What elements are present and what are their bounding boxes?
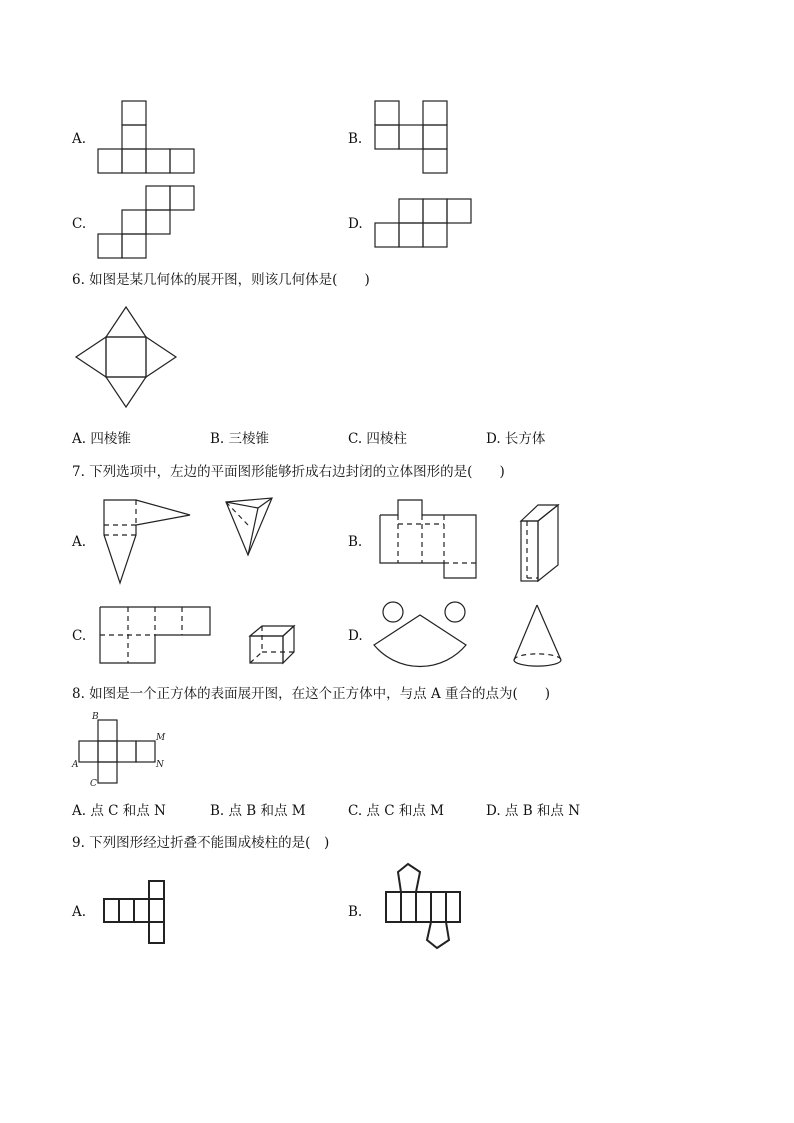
- q5-option-b-label[interactable]: B.: [348, 131, 363, 147]
- q8-point-m: M: [156, 733, 166, 743]
- q5-option-a-label[interactable]: A.: [72, 131, 87, 147]
- q6-option-d[interactable]: D. 长方体: [486, 431, 546, 447]
- q7-option-b-label[interactable]: B.: [348, 534, 363, 550]
- q7-option-a-label[interactable]: A.: [72, 534, 87, 550]
- q8-point-c: C: [90, 779, 97, 789]
- q7-option-c-label[interactable]: C.: [72, 628, 87, 644]
- q5-option-c-label[interactable]: C.: [72, 216, 87, 232]
- q5-option-d-label[interactable]: D.: [348, 216, 363, 232]
- q8-point-a: A: [72, 760, 79, 770]
- q6-stem: 6. 如图是某几何体的展开图，则该几何体是( ): [72, 272, 370, 288]
- q8-point-n: N: [156, 760, 164, 770]
- q8-option-a[interactable]: A. 点 C 和点 N: [72, 803, 166, 819]
- q6-option-b[interactable]: B. 三棱锥: [210, 431, 270, 447]
- q9-option-a-label[interactable]: A.: [72, 904, 87, 920]
- q7-option-d-label[interactable]: D.: [348, 628, 363, 644]
- q8-point-b: B: [92, 712, 99, 722]
- q6-option-a[interactable]: A. 四棱锥: [72, 431, 131, 447]
- q8-option-b[interactable]: B. 点 B 和点 M: [210, 803, 306, 819]
- q6-option-c[interactable]: C. 四棱柱: [348, 431, 407, 447]
- q7-stem: 7. 下列选项中，左边的平面图形能够折成右边封闭的立体图形的是( ): [72, 464, 505, 480]
- q8-option-c[interactable]: C. 点 C 和点 M: [348, 803, 444, 819]
- q9-stem: 9. 下列图形经过折叠不能围成棱柱的是( ): [72, 835, 330, 851]
- q9-option-b-label[interactable]: B.: [348, 904, 363, 920]
- q8-option-d[interactable]: D. 点 B 和点 N: [486, 803, 581, 819]
- q8-stem: 8. 如图是一个正方体的表面展开图，在这个正方体中，与点 A 重合的点为( ): [72, 686, 551, 702]
